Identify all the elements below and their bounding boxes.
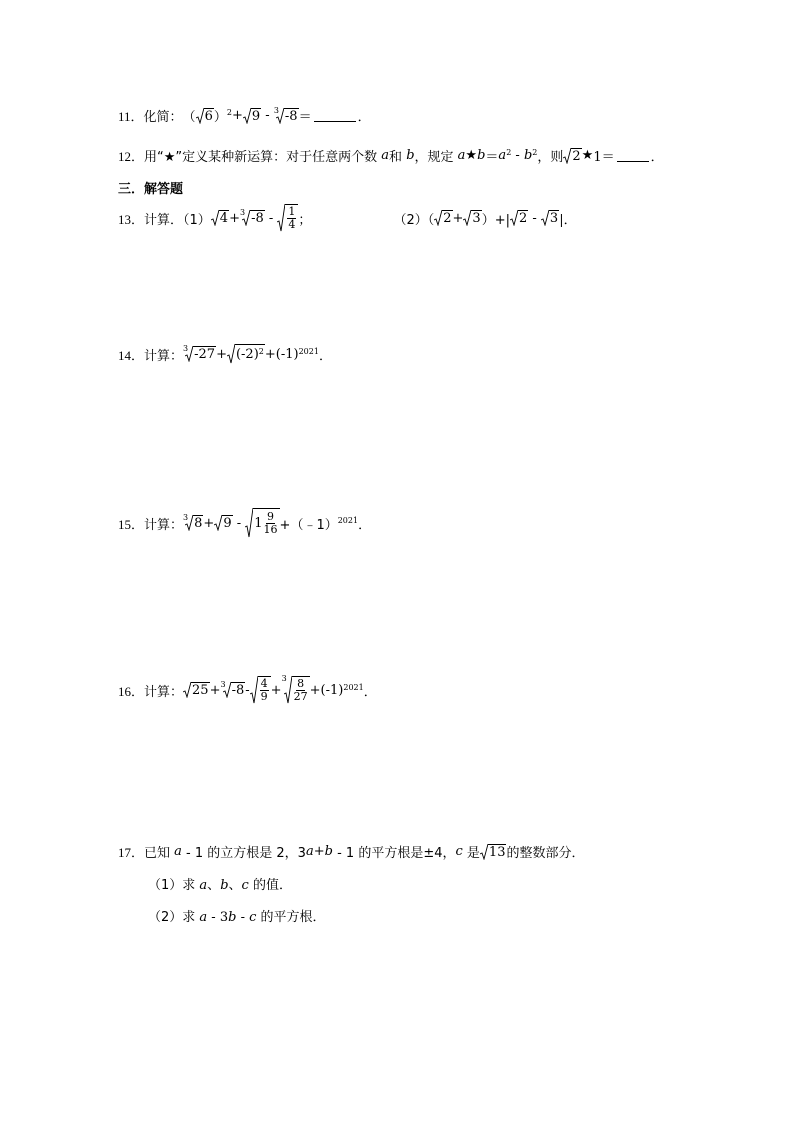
sqrt — [196, 108, 214, 124]
radicand: -8 — [231, 683, 245, 698]
whole-part: 1 — [254, 516, 263, 531]
question-number: 13． — [118, 211, 145, 227]
operator: - — [511, 148, 524, 163]
operator: + — [452, 210, 464, 226]
var-c: c — [241, 878, 249, 893]
period: ． — [358, 517, 372, 533]
operator: +（﹣1） — [279, 517, 338, 533]
period: ． — [318, 348, 332, 364]
star-operator: ★ — [581, 148, 594, 163]
sqrt — [211, 210, 229, 226]
radicand: 9 — [251, 108, 261, 124]
question-text: 的值． — [248, 878, 292, 893]
exponent: 2 — [506, 148, 512, 157]
var-a: a — [174, 844, 182, 859]
period: |． — [559, 212, 577, 228]
exponent: 2 — [226, 108, 232, 117]
question-text: 1＝ — [593, 150, 615, 165]
cube-root — [183, 346, 216, 362]
part-label: （1）求 — [148, 878, 200, 893]
denominator: 4 — [288, 218, 296, 231]
var-b: b — [220, 878, 229, 893]
question-17 — [118, 842, 584, 861]
sqrt-mixed-number — [245, 508, 279, 538]
question-number: 14． — [118, 347, 145, 363]
question-11 — [118, 106, 371, 125]
question-number: 17． — [118, 845, 145, 860]
root-index: 3 — [239, 208, 246, 217]
radicand: -8 — [251, 211, 264, 226]
question-14 — [118, 344, 332, 364]
var-c: c — [249, 910, 257, 925]
radicand: 13 — [488, 844, 506, 860]
root-index: 3 — [281, 674, 287, 683]
radicand: 3 — [549, 211, 559, 226]
operator: - — [232, 515, 246, 531]
operator: + — [203, 515, 215, 531]
question-prefix: 化简： — [143, 110, 183, 125]
radicand: 4 — [219, 211, 229, 226]
sqrt — [227, 344, 265, 364]
exponent: 2 — [532, 148, 538, 157]
question-text: 的平方根． — [256, 910, 326, 925]
root-index: 3 — [273, 105, 279, 115]
operator: - — [236, 910, 250, 925]
root-index: 3 — [183, 344, 189, 353]
question-number: 12． — [118, 149, 145, 164]
root-index: 3 — [220, 680, 226, 689]
operator: ）+| — [481, 212, 510, 228]
paren-close: ） — [213, 110, 227, 125]
sqrt-fraction — [277, 204, 298, 232]
var-a: a — [498, 148, 507, 163]
denominator: 16 — [263, 523, 278, 536]
period: ． — [363, 684, 377, 700]
answer-blank[interactable] — [617, 149, 649, 162]
radicand: (-2) — [235, 347, 259, 362]
separator: 、 — [207, 878, 221, 893]
operator: - — [264, 210, 278, 226]
radicand: 8 — [194, 516, 203, 531]
question-prefix: 计算．（1） — [144, 212, 211, 228]
fraction — [294, 678, 308, 703]
star-operator: ★ — [465, 148, 478, 163]
operator: - — [261, 108, 274, 123]
fraction — [264, 511, 278, 536]
section-heading: 三．解答题 — [118, 182, 184, 197]
sqrt — [480, 844, 507, 860]
sqrt — [563, 148, 581, 164]
question-17-part-2 — [148, 906, 326, 925]
part-label: （2）求 — [148, 910, 200, 925]
question-text: 和 — [389, 150, 407, 165]
var-b: b — [477, 148, 486, 163]
numerator: 9 — [267, 510, 275, 523]
operator: - — [245, 682, 250, 698]
sqrt — [463, 210, 481, 226]
cube-root — [220, 682, 245, 698]
var-b: b — [324, 844, 333, 859]
operator: - 3 — [207, 910, 229, 925]
answer-blank[interactable] — [314, 109, 356, 122]
sqrt — [243, 108, 261, 124]
question-number: 16． — [118, 683, 145, 699]
equals: ＝ — [485, 150, 499, 165]
period: ． — [650, 150, 664, 165]
question-text: ，则 — [537, 150, 564, 165]
var-b: b — [228, 910, 237, 925]
cube-root — [240, 210, 265, 226]
exponent: 2021 — [343, 682, 364, 692]
operator: +(-1) — [309, 682, 344, 698]
separator: 、 — [228, 878, 242, 893]
question-17-part-1 — [148, 874, 292, 893]
var-a: a — [381, 148, 390, 163]
period: ． — [357, 110, 371, 125]
question-12 — [118, 146, 664, 165]
question-text: 用“★”定义某种新运算：对于任意两个数 — [144, 150, 382, 165]
fraction — [287, 206, 296, 231]
operator: + — [231, 108, 243, 123]
var-b: b — [523, 148, 533, 163]
question-text: 是 — [462, 846, 480, 861]
operator: + — [216, 346, 227, 362]
radicand: 2 — [443, 211, 452, 226]
var-a: a — [199, 878, 208, 893]
var-b: b — [406, 148, 415, 163]
question-prefix: 计算： — [144, 348, 184, 364]
question-text: - 1 的立方根是 2，3 — [181, 846, 306, 861]
fraction — [260, 678, 269, 703]
radicand: 3 — [472, 211, 481, 226]
denominator: 27 — [293, 690, 308, 703]
exponent: 2021 — [298, 346, 319, 356]
denominator: 9 — [260, 690, 268, 703]
question-16 — [118, 676, 377, 704]
paren-open: （ — [182, 110, 196, 125]
radicand: -27 — [194, 347, 216, 362]
cube-root — [183, 515, 203, 531]
sqrt — [510, 210, 528, 226]
question-text: - 1 的平方根是±4， — [332, 846, 456, 861]
var-a: a — [199, 910, 208, 925]
sqrt — [183, 682, 210, 698]
radicand: 9 — [223, 516, 232, 531]
operator: - — [528, 210, 541, 226]
operator: + — [313, 844, 325, 859]
question-number: 11． — [118, 109, 144, 124]
operator: +(-1) — [264, 346, 299, 362]
sqrt — [214, 515, 232, 531]
numerator: 1 — [288, 205, 296, 218]
var-a: a — [457, 148, 466, 163]
question-text: ，规定 — [414, 150, 458, 165]
part-2-label: （2）（ — [393, 212, 435, 228]
question-number: 15． — [118, 516, 145, 532]
cube-root-fraction — [282, 676, 310, 704]
semicolon: ； — [298, 212, 312, 228]
question-13 — [118, 204, 577, 232]
var-c: c — [455, 844, 463, 859]
exponent: 2 — [258, 347, 264, 356]
sqrt — [541, 210, 559, 226]
question-prefix: 计算： — [144, 684, 184, 700]
numerator: 8 — [297, 677, 305, 690]
radicand: 6 — [204, 108, 213, 124]
var-a: a — [305, 844, 314, 859]
question-text: 的整数部分． — [506, 846, 585, 861]
equals: ＝ — [298, 110, 312, 125]
question-text: 已知 — [144, 846, 175, 861]
radicand: 25 — [192, 683, 209, 698]
radicand: 2 — [572, 148, 581, 164]
radicand: -8 — [284, 108, 298, 124]
exponent: 2021 — [337, 515, 359, 525]
radicand: 2 — [518, 211, 528, 226]
sqrt-fraction — [250, 676, 271, 704]
operator: + — [209, 682, 221, 698]
numerator: 4 — [260, 677, 268, 690]
sqrt — [434, 210, 452, 226]
root-index: 3 — [183, 513, 189, 522]
operator: + — [229, 210, 240, 226]
question-prefix: 计算： — [144, 517, 184, 533]
question-15 — [118, 508, 371, 538]
cube-root — [273, 105, 299, 124]
operator: + — [270, 682, 282, 698]
